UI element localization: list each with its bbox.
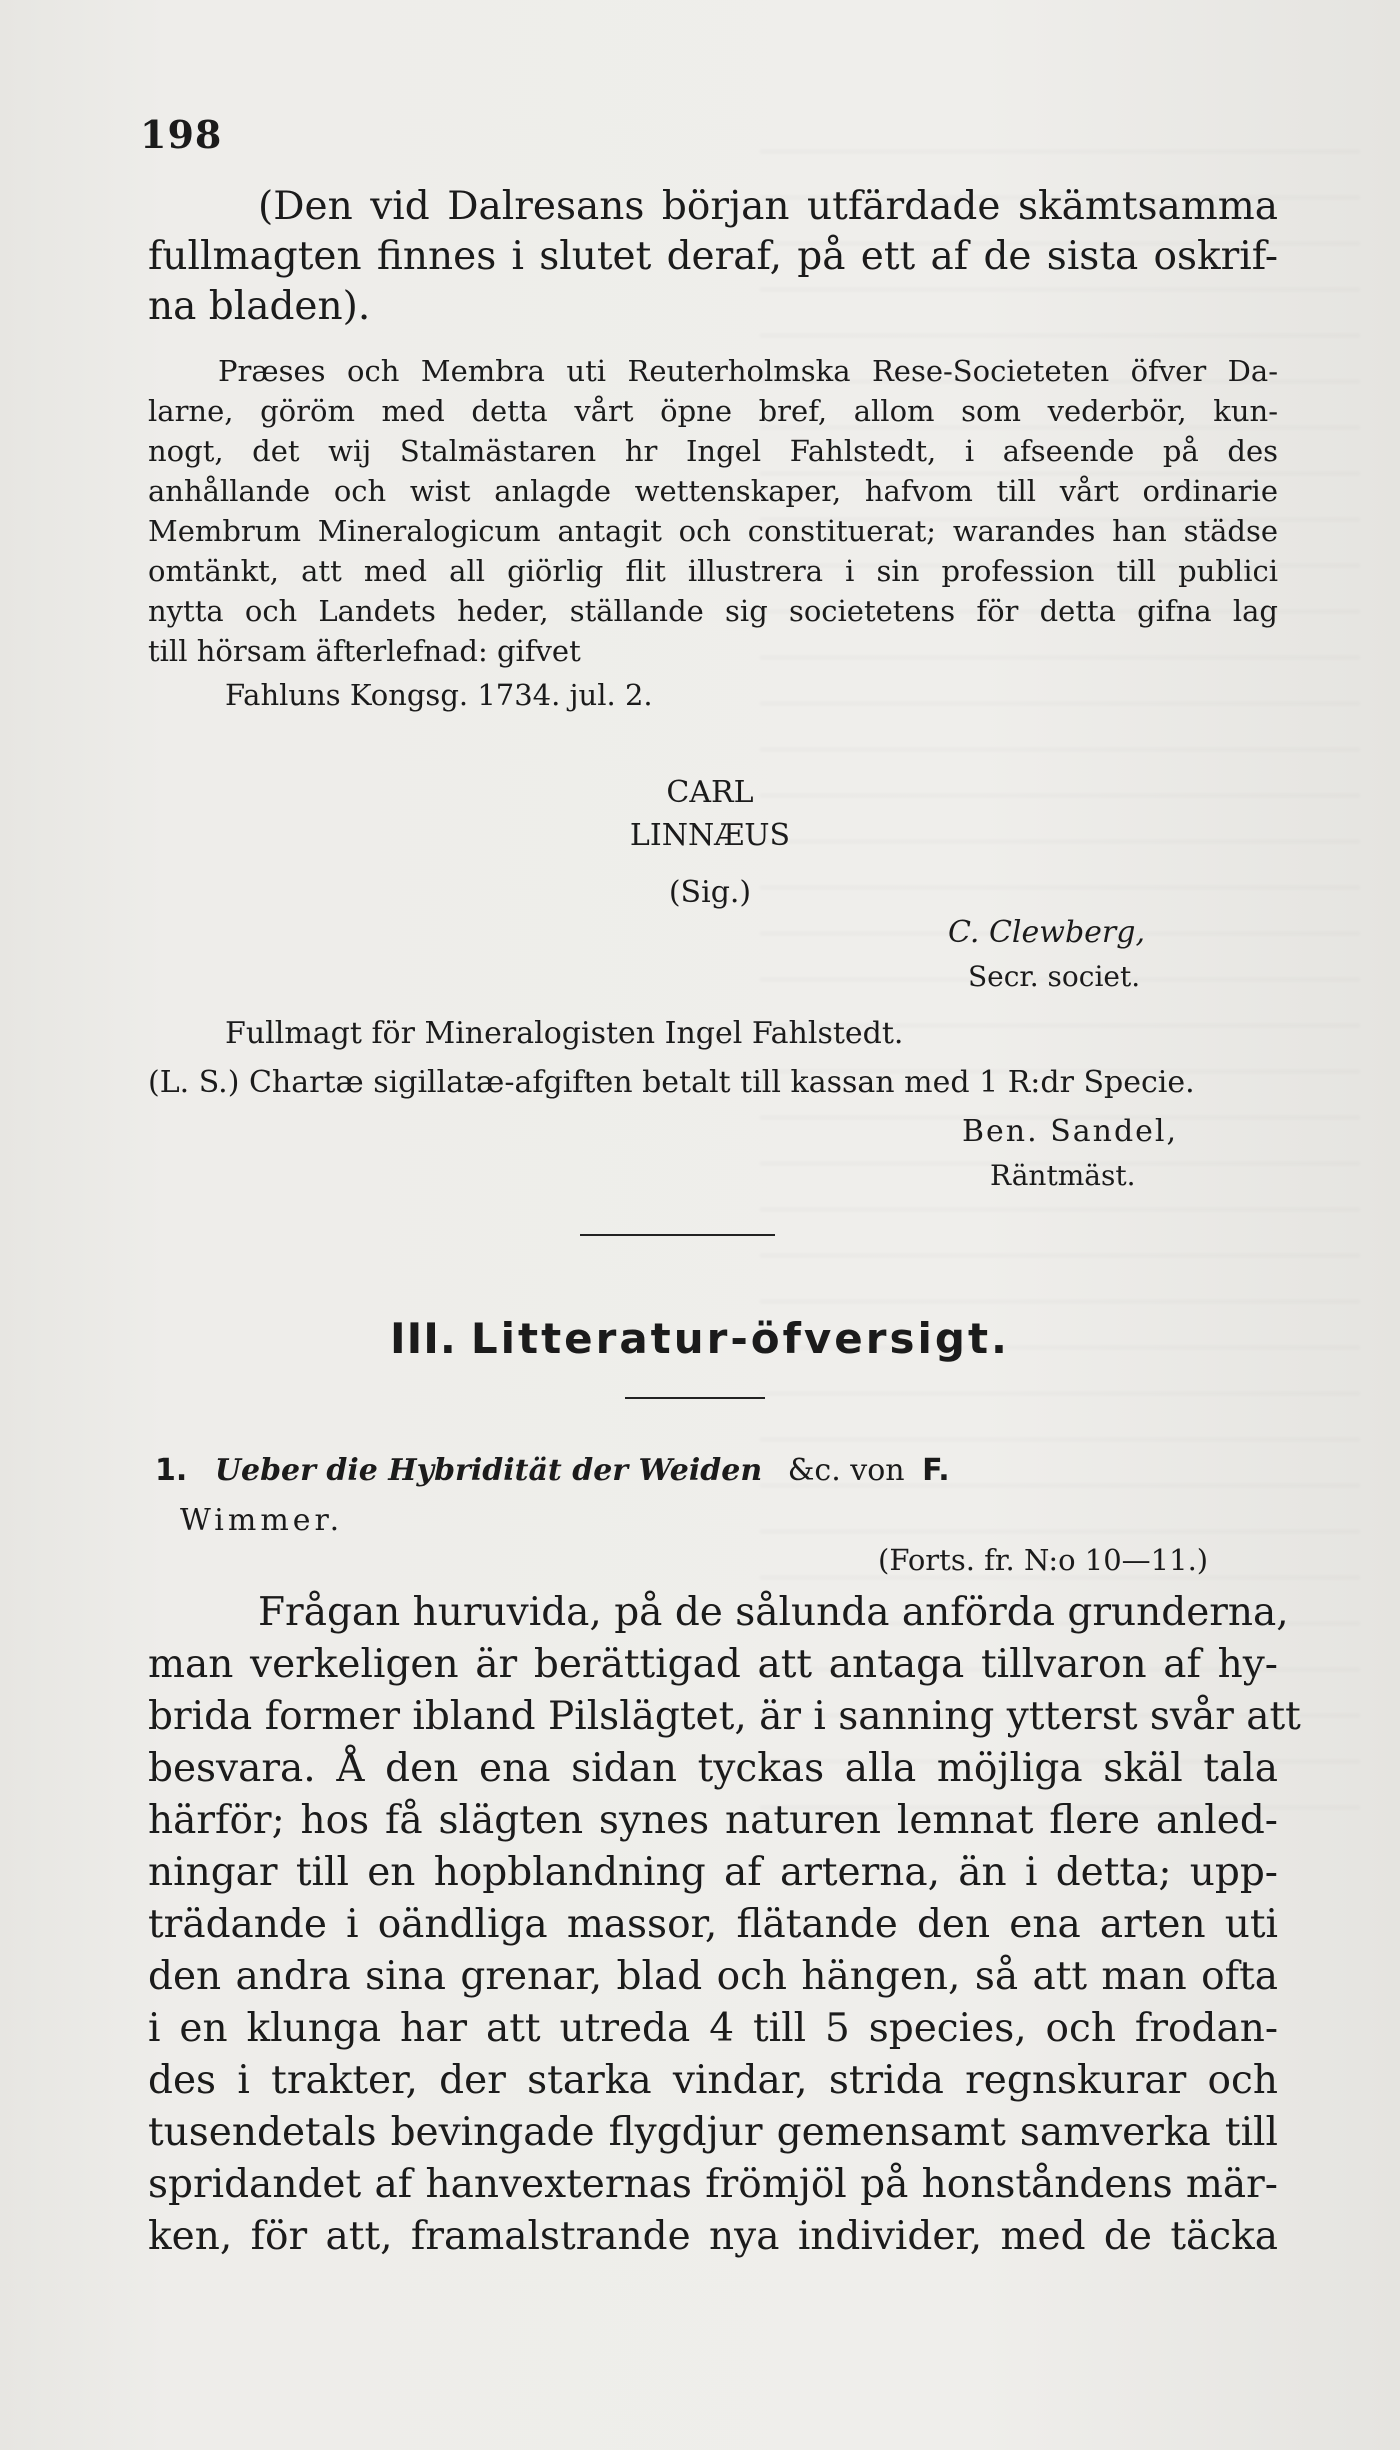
article-number: 1. (155, 1453, 188, 1488)
body-line: Frågan huruvida, på de sålunda anförda grunderna, (258, 1590, 1289, 1635)
body-line: besvara. Å den ena sidan tyckas alla möjliga skäl tala (148, 1746, 1278, 1791)
divider-bottom (625, 1397, 765, 1399)
section-heading (0, 1314, 1400, 1363)
body-line: man verkeligen är berättigad att antaga tillvaron af hy- (148, 1642, 1278, 1687)
page-number: 198 (140, 112, 223, 157)
body-line: ningar till en hopblandning af arterna, än i detta; upp- (148, 1850, 1278, 1895)
author-initial: F. (922, 1453, 950, 1488)
letter-line: till hörsam äfterlefnad: gifvet (148, 634, 581, 668)
article-etc: &c. von (787, 1453, 905, 1488)
secretary-name: C. Clewberg, (948, 915, 1145, 950)
signer-last-name: LINNÆUS (629, 818, 791, 853)
section-number: III. (389, 1314, 457, 1363)
body-line: den andra sina grenar, blad och hängen, så att man ofta (148, 1954, 1278, 1999)
letter-line: omtänkt, att med all giörlig flit illustrera i sin profession till publici (148, 554, 1278, 588)
intro-line: fullmagten finnes i slutet deraf, på ett af de sista oskrif- (148, 234, 1278, 279)
body-line: brida former ibland Pilslägtet, är i sanning ytterst svår att (148, 1694, 1301, 1739)
stamp-note: (L. S.) Chartæ sigillatæ-afgiften betalt till kassan med 1 R:dr Specie. (148, 1065, 1195, 1100)
secretary-title: Secr. societ. (968, 960, 1141, 993)
letter-line: larne, göröm med detta vårt öpne bref, allom som vederbör, kun- (148, 394, 1278, 428)
section-title: Litteratur-öfversigt. (470, 1314, 1010, 1363)
letter-line: nytta och Landets heder, ställande sig societetens för detta gifna lag (148, 594, 1278, 628)
body-line: ken, för att, framalstrande nya individer, med de täcka (148, 2214, 1278, 2259)
letter-line: Præses och Membra uti Reuterholmska Rese-Societeten öfver Da- (218, 354, 1278, 388)
treasurer-title: Räntmäst. (990, 1159, 1136, 1192)
body-line: i en klunga har att utreda 4 till 5 species, och frodan- (148, 2006, 1278, 2051)
body-line: spridandet af hanvexternas frömjöl på honståndens mär- (148, 2162, 1278, 2207)
letter-place-date: Fahluns Kongsg. 1734. jul. 2. (225, 678, 653, 712)
body-line: härför; hos få slägten synes naturen lemnat flere anled- (148, 1798, 1278, 1843)
article-header (155, 1453, 950, 1488)
signer-seal: (Sig.) (668, 875, 752, 910)
article-title: Ueber die Hybridität der Weiden (214, 1453, 763, 1488)
letter-line: nogt, det wij Stalmästaren hr Ingel Fahlstedt, i afseende på des (148, 434, 1278, 468)
treasurer-name: Ben. Sandel, (962, 1114, 1179, 1149)
intro-line: na bladen). (148, 284, 371, 329)
intro-line: (Den vid Dalresans början utfärdade skämtsamma (258, 184, 1278, 229)
letter-line: Membrum Mineralogicum antagit och constituerat; warandes han städse (148, 514, 1278, 548)
signer-first-name: CARL (666, 775, 754, 810)
author-surname: Wimmer. (180, 1503, 344, 1538)
divider-top (580, 1234, 775, 1236)
continuation-note: (Forts. fr. N:o 10—11.) (878, 1543, 1209, 1577)
body-line: tusendetals bevingade flygdjur gemensamt samverka till (148, 2110, 1278, 2155)
letter-line: anhållande och wist anlagde wettenskaper, hafvom till vårt ordinarie (148, 474, 1278, 508)
letter-caption: Fullmagt för Mineralogisten Ingel Fahlstedt. (225, 1016, 904, 1051)
body-line: des i trakter, der starka vindar, strida regnskurar och (148, 2058, 1278, 2103)
body-line: trädande i oändliga massor, flätande den ena arten uti (148, 1902, 1278, 1947)
